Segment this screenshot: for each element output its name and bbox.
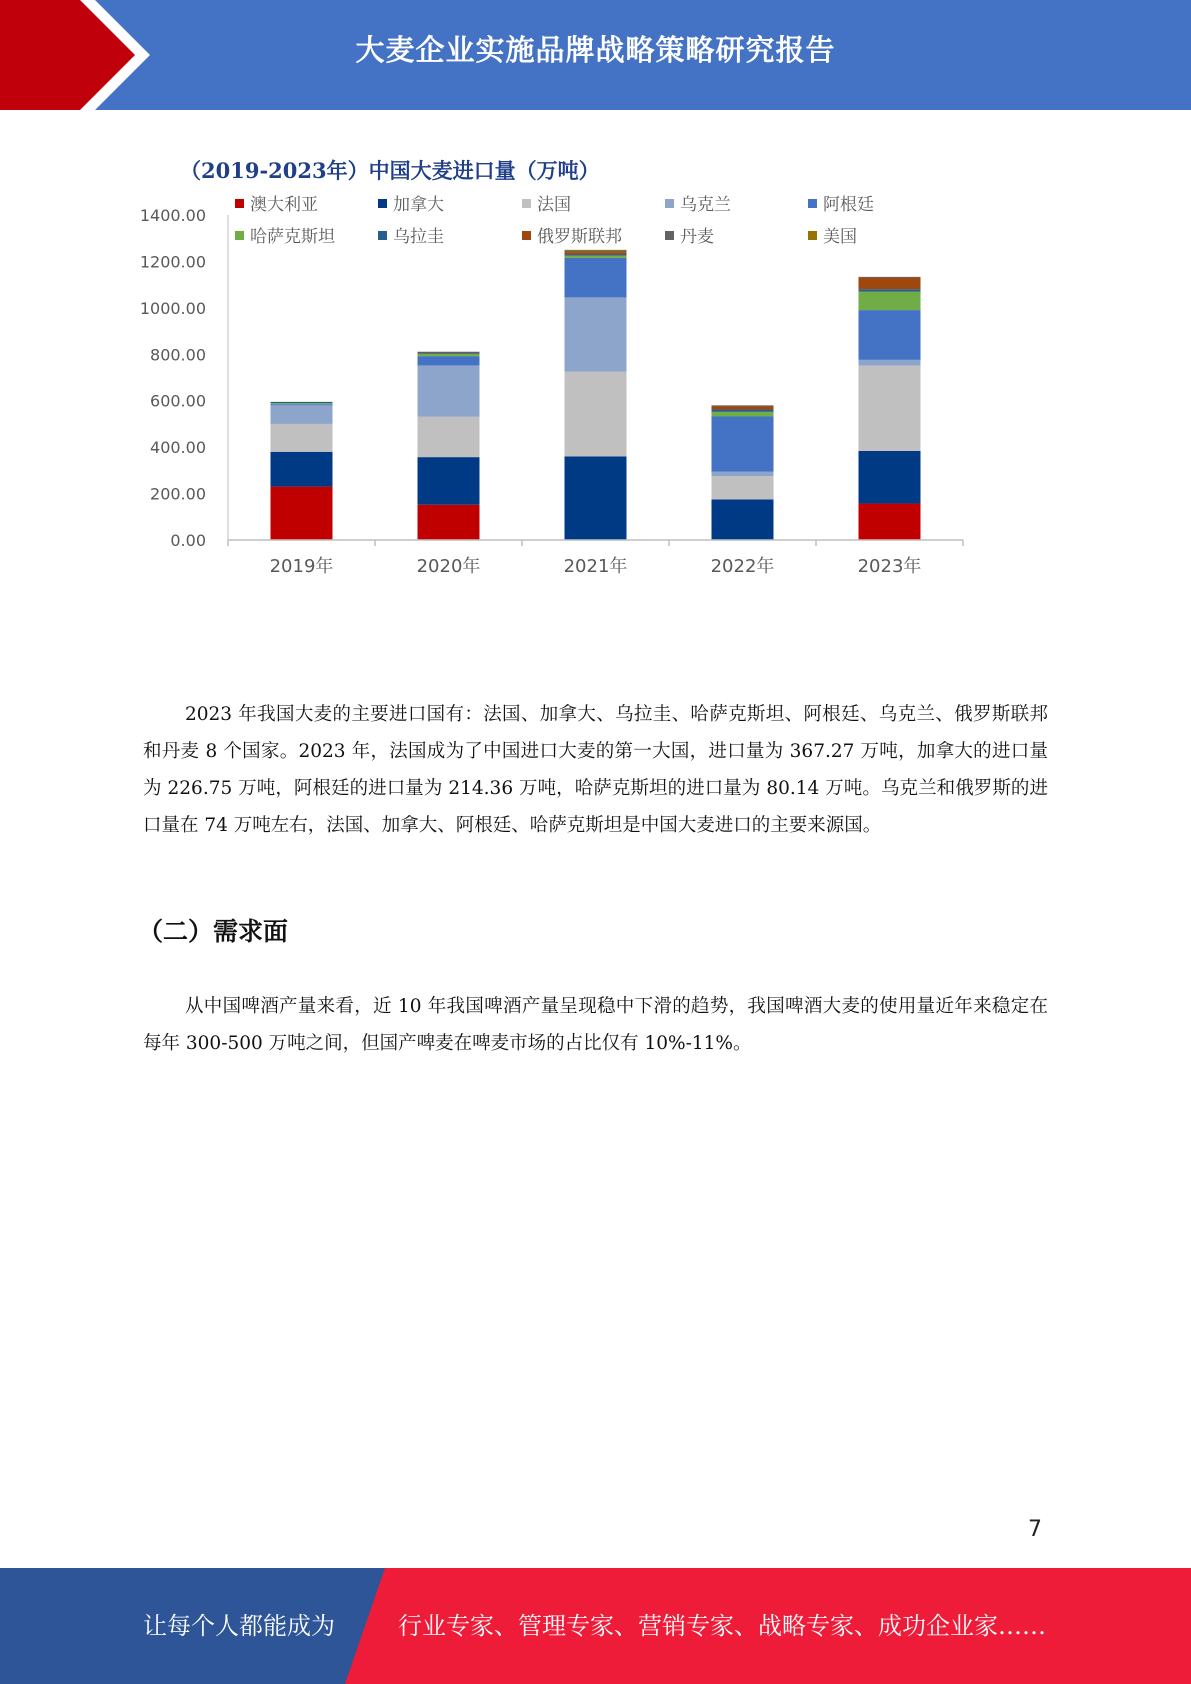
legend-swatch <box>378 231 387 240</box>
bar-segment <box>271 403 333 404</box>
bar-segment <box>565 372 627 457</box>
legend-swatch <box>808 199 817 208</box>
bar-segment <box>565 297 627 371</box>
y-tick-label: 200.00 <box>150 484 206 504</box>
legend-label: 美国 <box>823 227 857 247</box>
x-tick-label: 2023年 <box>857 556 922 577</box>
bar-segment <box>565 456 627 540</box>
x-tick-label: 2019年 <box>269 556 334 577</box>
x-tick-label: 2021年 <box>563 556 628 577</box>
bar-segment <box>418 457 480 505</box>
x-axis <box>228 540 963 577</box>
bar-segment <box>271 405 333 424</box>
legend-label: 法国 <box>537 195 571 215</box>
bar-segment <box>712 476 774 499</box>
bar-segment <box>418 365 480 416</box>
bar-segment <box>712 472 774 477</box>
bar-segment <box>859 291 921 310</box>
bar-segment <box>859 360 921 366</box>
bar-segment <box>565 251 627 252</box>
legend-label: 乌克兰 <box>680 195 731 215</box>
bar-segment <box>565 250 627 251</box>
bar-segment <box>271 452 333 487</box>
legend-swatch <box>235 199 244 208</box>
stacked-bar-chart <box>120 140 1060 640</box>
bar-segment <box>859 310 921 360</box>
bar-segment <box>859 289 921 291</box>
section-heading-demand: （二）需求面 <box>138 917 289 946</box>
bar-segment <box>712 412 774 417</box>
bar-segment <box>271 402 333 403</box>
bar-segment <box>418 352 480 353</box>
legend-label: 丹麦 <box>680 227 714 247</box>
legend-swatch <box>522 199 531 208</box>
y-axis <box>140 206 228 550</box>
footer-slogan-left: 让每个人都能成为 <box>143 1612 335 1640</box>
bar-segment <box>565 252 627 254</box>
page-header <box>0 0 1191 110</box>
bar-segment <box>271 404 333 405</box>
bar-segment <box>712 499 774 540</box>
bar-segment <box>859 504 921 540</box>
import-volume-chart <box>120 140 1060 640</box>
bar-segment <box>859 278 921 290</box>
bar-segment <box>565 254 627 255</box>
legend-label: 俄罗斯联邦 <box>537 227 622 247</box>
bar-segment <box>565 256 627 258</box>
bar-segment <box>859 277 921 278</box>
chart-legend <box>235 194 874 247</box>
legend-swatch <box>522 231 531 240</box>
bar-segment <box>712 405 774 406</box>
legend-swatch <box>235 231 244 240</box>
paragraph-beer-demand: 从中国啤酒产量来看，近 10 年我国啤酒产量呈现稳中下滑的趋势，我国啤酒大麦的使用量近年来稳定在每年 300-500 万吨之间，但国产啤麦在啤麦市场的占比仅有 10%-11%。 <box>143 996 1048 1054</box>
bars-group <box>271 250 921 540</box>
bar-segment <box>418 354 480 356</box>
x-tick-label: 2022年 <box>710 556 775 577</box>
bar-segment <box>418 505 480 540</box>
y-tick-label: 1000.00 <box>139 298 206 318</box>
x-tick-label: 2020年 <box>416 556 481 577</box>
legend-swatch <box>665 199 674 208</box>
bar-segment <box>271 487 333 540</box>
legend-label: 哈萨克斯坦 <box>250 227 335 247</box>
bar-segment <box>271 424 333 452</box>
y-tick-label: 1400.00 <box>139 206 206 225</box>
bar-segment <box>418 356 480 365</box>
report-title: 大麦企业实施品牌战略策略研究报告 <box>355 33 836 67</box>
legend-label: 加拿大 <box>393 195 444 215</box>
paragraph-import-sources: 2023 年我国大麦的主要进口国有：法国、加拿大、乌拉圭、哈萨克斯坦、阿根廷、乌克兰、俄罗斯联邦和丹麦 8 个国家。2023 年，法国成为了中国进口大麦的第一大国，进口量为 367.27 万吨，加拿大的进口量为 226.75 万吨，阿根廷的进口量为 214.36 万吨，哈萨克斯坦的进口量为 80.14 万吨。乌克兰和俄罗斯的进口量在 74 万吨左右，法国、加拿大、阿根廷、哈萨克斯坦是中国大麦进口的主要来源国。 <box>143 704 1048 836</box>
bar-segment <box>418 417 480 458</box>
legend-label: 阿根廷 <box>823 195 874 215</box>
legend-label: 乌拉圭 <box>393 227 444 247</box>
footer-slogan-right: 行业专家、管理专家、营销专家、战略专家、成功企业家…… <box>398 1612 1046 1640</box>
bar-segment <box>712 417 774 472</box>
y-tick-label: 800.00 <box>150 345 206 365</box>
y-tick-label: 400.00 <box>150 438 206 458</box>
y-tick-label: 0.00 <box>170 531 206 550</box>
legend-swatch <box>665 231 674 240</box>
y-tick-label: 600.00 <box>150 391 206 411</box>
bar-segment <box>565 258 627 297</box>
legend-swatch <box>808 231 817 240</box>
bar-segment <box>712 410 774 412</box>
legend-swatch <box>378 199 387 208</box>
legend-label: 澳大利亚 <box>250 195 318 215</box>
page-number: 7 <box>1028 1517 1042 1542</box>
bar-segment <box>859 451 921 504</box>
page-footer <box>0 1568 1191 1684</box>
bar-segment <box>712 406 774 409</box>
bar-segment <box>859 366 921 451</box>
chart-title: （2019-2023年）中国大麦进口量（万吨） <box>180 158 600 183</box>
y-tick-label: 1200.00 <box>139 252 206 272</box>
